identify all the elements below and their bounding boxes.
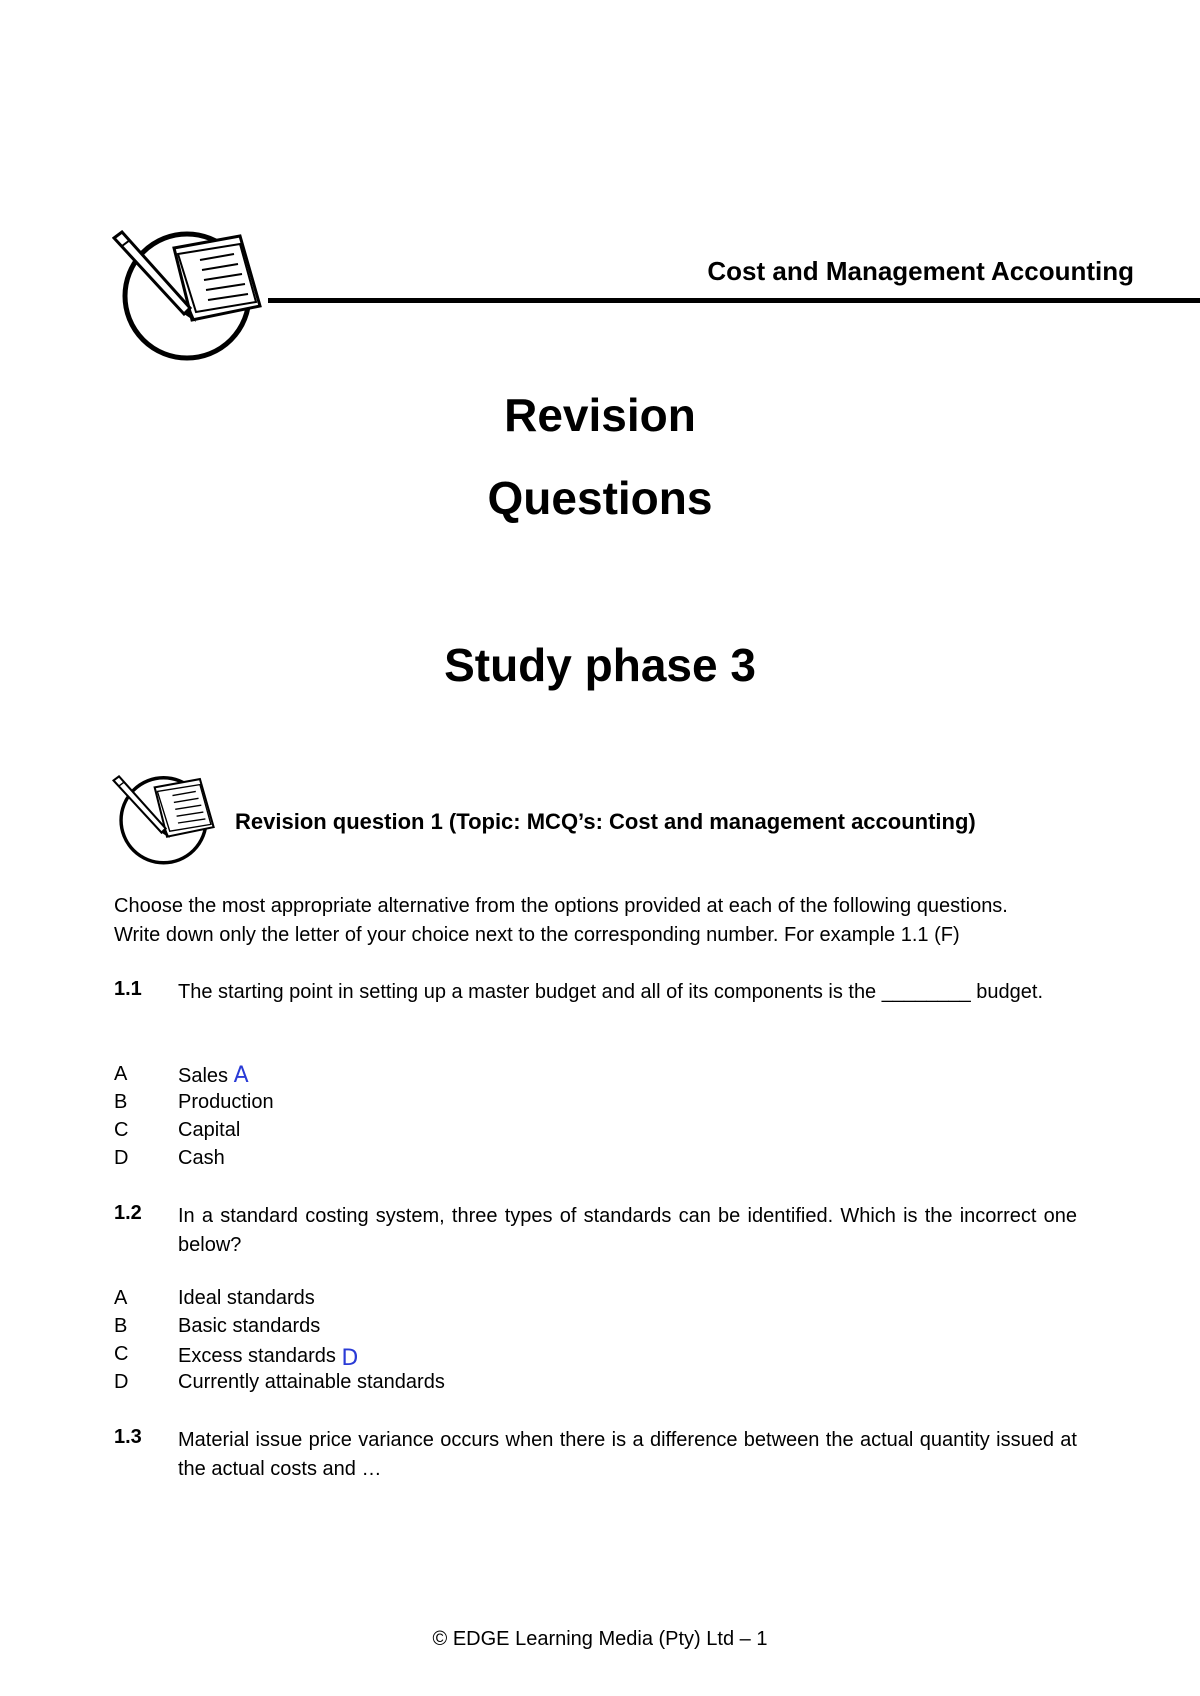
question-text: The starting point in setting up a master budget and all of its components is the ________ budget. (178, 981, 1044, 1003)
option-letter: D (114, 1147, 129, 1169)
notebook-pen-icon (112, 230, 272, 370)
option-letter: B (114, 1091, 128, 1113)
course-title: Cost and Management Accounting (707, 256, 1134, 286)
question-number: 1.1 (114, 978, 142, 1000)
option-label: Sales (178, 1065, 229, 1087)
notebook-pen-icon (112, 775, 222, 871)
option-text: Currently attainable standards (178, 1371, 445, 1393)
option-label: Excess standards (178, 1345, 336, 1367)
option-text: Ideal standards (178, 1287, 315, 1309)
option-letter: C (114, 1119, 129, 1141)
question-number: 1.3 (114, 1426, 142, 1448)
option-text: Basic standards (178, 1315, 321, 1337)
option-text (178, 1343, 359, 1371)
question-heading: Revision question 1 (Topic: MCQ’s: Cost and management accounting) (235, 809, 976, 834)
study-phase-title: Study phase 3 (444, 639, 756, 691)
question-text: In a standard costing system, three types of standards can be identified. Which is the incorrect one below? (178, 1205, 1077, 1256)
handwritten-answer: A (233, 1063, 249, 1088)
page-footer: © EDGE Learning Media (Pty) Ltd – 1 (432, 1628, 768, 1650)
handwritten-answer: D (341, 1346, 359, 1371)
option-text: Capital (178, 1119, 241, 1141)
option-letter: A (114, 1287, 128, 1309)
option-letter: A (114, 1063, 128, 1085)
option-text: Cash (178, 1147, 225, 1169)
option-text: Production (178, 1091, 274, 1113)
option-letter: C (114, 1343, 129, 1365)
instructions-line2: Write down only the letter of your choice next to the corresponding number. For example 1.1 (F) (114, 924, 960, 946)
document-title-line2: Questions (487, 472, 713, 524)
instructions-line1: Choose the most appropriate alternative from the options provided at each of the following questions. (114, 895, 1008, 917)
option-letter: B (114, 1315, 128, 1337)
option-text (178, 1063, 249, 1088)
document-title-line1: Revision (504, 389, 696, 441)
instructions (114, 892, 1094, 950)
question-number: 1.2 (114, 1202, 142, 1224)
header-rule (268, 298, 1200, 303)
option-letter: D (114, 1371, 129, 1393)
question-text: Material issue price variance occurs when there is a difference between the actual quantity issued at the actual costs and … (178, 1429, 1077, 1480)
